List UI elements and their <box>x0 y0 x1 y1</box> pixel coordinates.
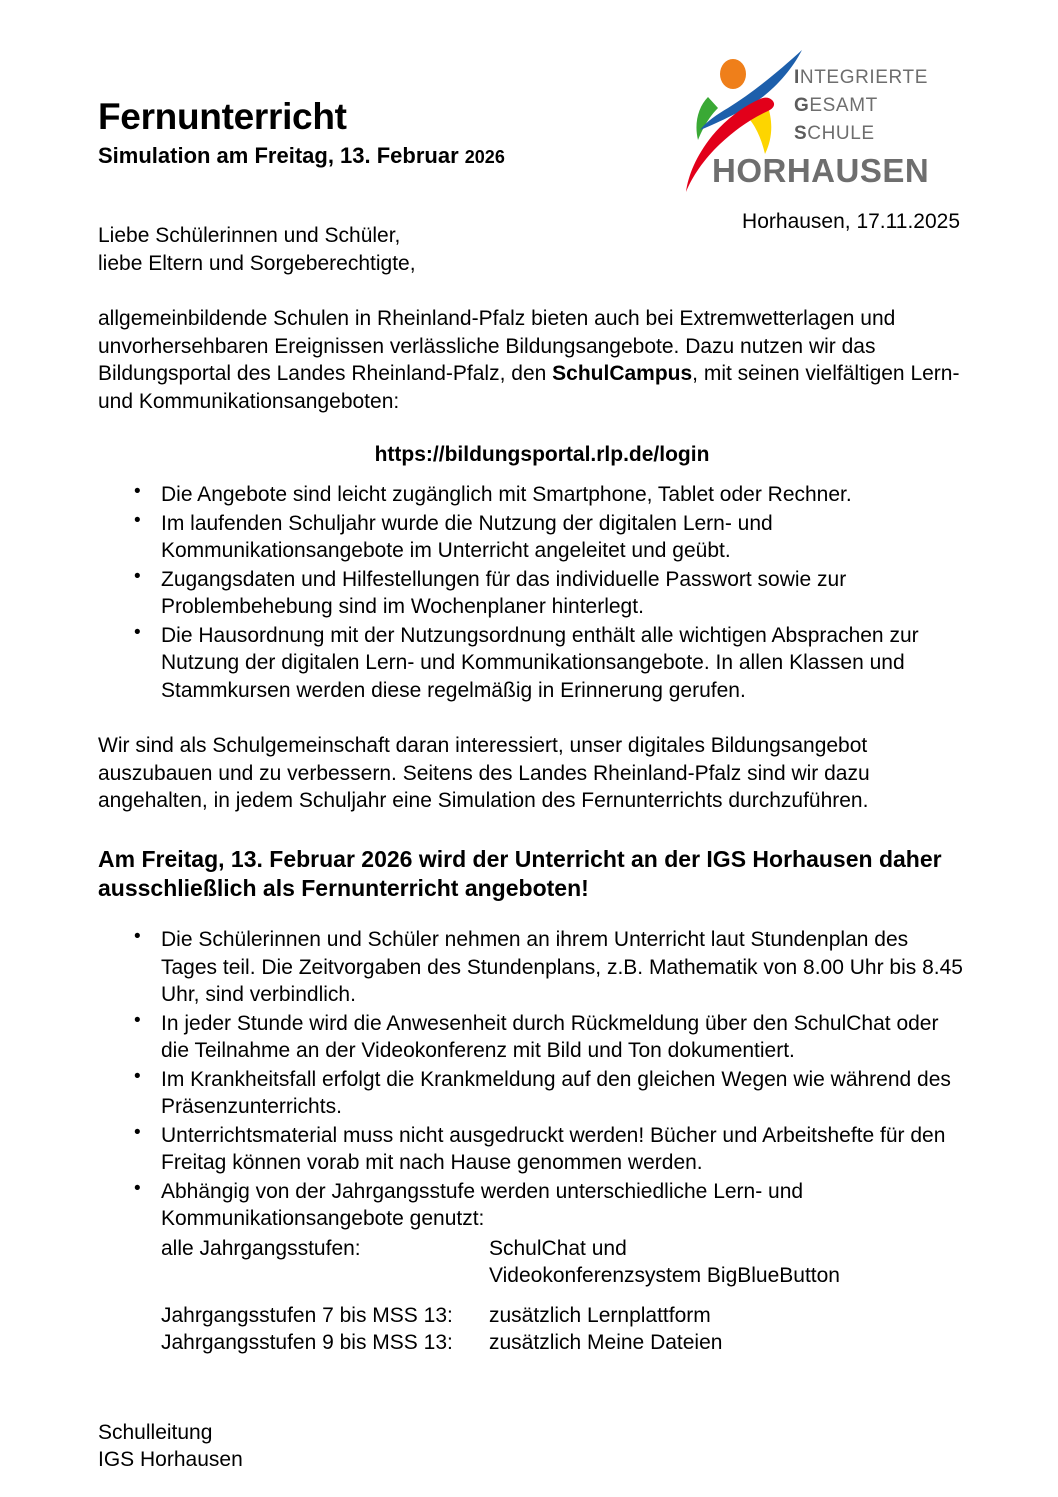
logo-wordmark <box>794 64 964 148</box>
signature-block <box>98 1419 966 1474</box>
title-block <box>98 98 505 167</box>
table-row <box>161 1262 840 1290</box>
place-and-date: Horhausen, 17.11.2025 <box>742 210 960 233</box>
logo-line-gesamt <box>794 92 964 120</box>
portal-url[interactable]: https://bildungsportal.rlp.de/login <box>374 443 710 466</box>
grade-value-7-mss13: zusätzlich Lernplattform <box>489 1303 711 1327</box>
list-item-with-table <box>98 1178 966 1357</box>
table-row-spacer <box>161 1290 840 1302</box>
bullet-list-first <box>98 481 966 704</box>
grade-value-all-line-1: SchulChat und <box>489 1236 627 1260</box>
salutation-line-1: Liebe Schülerinnen und Schüler, <box>98 224 401 247</box>
grade-value-all-line-2: Videokonferenzsystem BigBlueButton <box>489 1264 840 1288</box>
intro-part-2: , mit seinen vielfältigen Lern- und Kommunikationsangeboten: <box>98 362 960 413</box>
middle-paragraph: Wir sind als Schulgemeinschaft daran interessiert, unser digitales Bildungsangebot auszubauen und zu verbessern. Seitens des Landes Rheinland-Pfalz sind wir dazu angehalten, in jedem Schuljahr eine Simulation des Fernunterrichts durchzuführen. <box>98 734 870 812</box>
grade-value-9-mss13: zusätzlich Meine Dateien <box>489 1331 723 1355</box>
spacer-cell-left <box>161 1290 489 1302</box>
list-item: • Unterrichtsmaterial muss nicht ausgedruckt werden! Bücher und Arbeitshefte für den Freitag können vorab mit nach Hause genommen werden. <box>98 1122 966 1177</box>
list-item: • Im laufenden Schuljahr wurde die Nutzung der digitalen Lern- und Kommunikationsangebote im Unterricht angeleitet und geübt. <box>98 510 966 565</box>
page-title: Fernunterricht <box>98 96 347 137</box>
list-item: • Die Angebote sind leicht zugänglich mit Smartphone, Tablet oder Rechner. <box>98 481 966 509</box>
spacer-cell-right <box>489 1290 840 1302</box>
school-logo <box>676 44 958 196</box>
list-item: • In jeder Stunde wird die Anwesenheit durch Rückmeldung über den SchulChat oder die Teilnahme an der Videokonferenz mit Bild und Ton dokumentiert. <box>98 1010 966 1065</box>
intro-part-1: allgemeinbildende Schulen in Rheinland-Pfalz bieten auch bei Extremwetterlagen und unvorhersehbaren Ereignissen verlässliche Bildungsangebote. Dazu nutzen wir das Bildungsportal des Landes Rheinland-Pfalz, den <box>98 307 896 385</box>
table-row <box>161 1329 840 1357</box>
logo-rest-gesamt: ESAMT <box>809 95 878 117</box>
salutation <box>98 222 966 277</box>
grade-level-table <box>161 1235 840 1357</box>
logo-town-name: HORHAUSEN <box>712 152 930 189</box>
page-subtitle <box>98 145 505 167</box>
document-body <box>98 222 966 1474</box>
signature-line-2: IGS Horhausen <box>98 1448 243 1472</box>
list-item: • Die Schülerinnen und Schüler nehmen an ihrem Unterricht laut Stundenplan des Tages teil. Die Zeitvorgaben des Stundenplans, z.B. Mathematik von 8.00 Uhr bis 8.45 Uhr, sind verbindlich. <box>98 926 966 1009</box>
subtitle-year: 2026 <box>464 147 505 167</box>
logo-rest-schule: CHULE <box>807 123 875 145</box>
last-bullet-text: Abhängig von der Jahrgangsstufe werden unterschiedliche Lern- und Kommunikationsangebote genutzt: <box>161 1179 804 1231</box>
signature-line-1: Schulleitung <box>98 1420 213 1444</box>
salutation-line-2: liebe Eltern und Sorgeberechtigte, <box>98 251 416 275</box>
logo-line-schule <box>794 120 964 148</box>
list-item: • Die Hausordnung mit der Nutzungsordnung enthält alle wichtigen Absprachen zur Nutzung der digitalen Lern- und Kommunikationsangebote. In allen Klassen und Stammkursen werden diese regelmäßig in Erinnerung gerufen. <box>98 622 966 705</box>
emphasis-statement: Am Freitag, 13. Februar 2026 wird der Unterricht an der IGS Horhausen daher ausschließlich als Fernunterricht angeboten! <box>98 845 942 902</box>
subtitle-main-text: Simulation am Freitag, 13. Februar <box>98 143 459 168</box>
grade-label-7-mss13: Jahrgangsstufen 7 bis MSS 13: <box>161 1303 453 1327</box>
grade-label-all: alle Jahrgangsstufen: <box>161 1236 361 1260</box>
bullet-list-second <box>98 926 966 1357</box>
logo-rest-integrierte: NTEGRIERTE <box>799 67 928 88</box>
schulcampus-bold: SchulCampus <box>552 362 693 385</box>
logo-cap-i: I <box>794 67 800 88</box>
intro-paragraph <box>98 305 966 415</box>
logo-cap-s: S <box>794 123 808 145</box>
document-header <box>0 0 1058 210</box>
list-item: • Zugangsdaten und Hilfestellungen für das individuelle Passwort sowie zur Problembehebung sind im Wochenplaner hinterlegt. <box>98 566 966 621</box>
table-row <box>161 1235 840 1263</box>
list-item: • Im Krankheitsfall erfolgt die Krankmeldung auf den gleichen Wegen wie während des Präsenzunterrichts. <box>98 1066 966 1121</box>
logo-cap-g: G <box>794 95 810 117</box>
grade-label-9-mss13: Jahrgangsstufen 9 bis MSS 13: <box>161 1331 453 1355</box>
grade-label-spacer <box>161 1262 489 1290</box>
table-row <box>161 1302 840 1330</box>
logo-line-integrierte <box>794 64 964 92</box>
